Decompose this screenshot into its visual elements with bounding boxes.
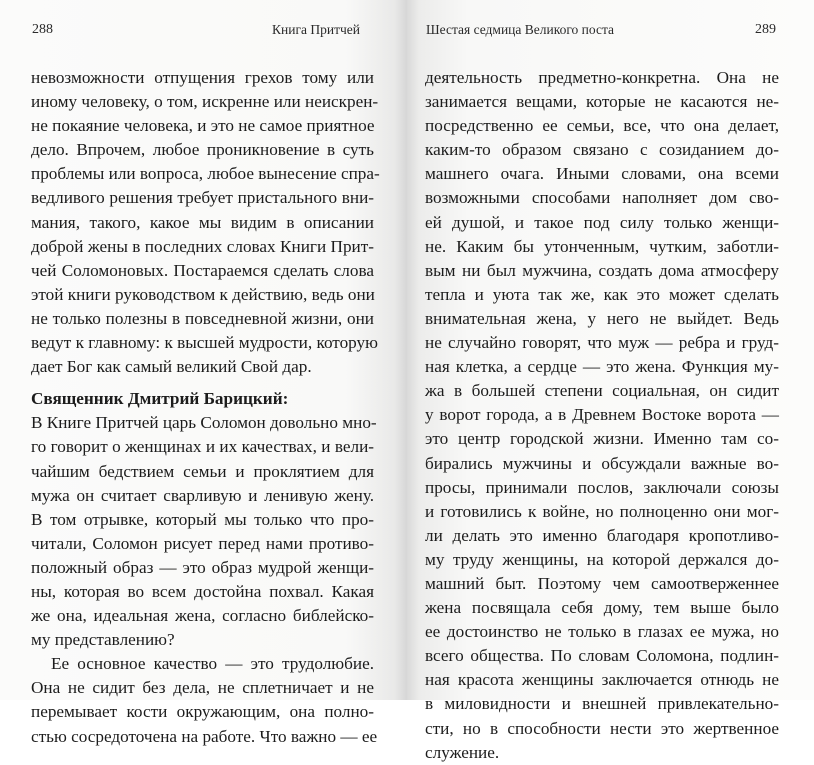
text-line: положный образ — это образ мудрой женщи-	[31, 557, 374, 577]
text-line: ее достоинство не только в глазах ее мужа, но	[425, 622, 779, 642]
text-line: му представлению?	[31, 630, 175, 650]
text-line: всего общества. По словам Соломона, подлин-	[425, 646, 779, 666]
text-line: сти, но в способности нести это жертвенное	[425, 718, 779, 738]
text-line: ны, которая во всем достойна похвал. Какая	[31, 581, 374, 601]
text-line: не случайно говорят, что муж — ребра и груд-	[425, 333, 779, 353]
text-line: В том отрывке, который мы только что про-	[31, 509, 374, 529]
text-line: в миловидности и внешней привлекательно-	[425, 694, 779, 714]
text-line: невозможности отпущения грехов тому или	[31, 68, 374, 87]
right-page-number: 289	[755, 22, 776, 37]
left-page-number: 288	[32, 22, 53, 37]
text-line: доброй жены в последних словах Книги Прит-	[31, 236, 374, 256]
right-page	[407, 0, 814, 762]
text-line: чайшим бедствием семьи и проклятием для	[31, 461, 374, 481]
text-line: и готовились к войне, но полноценно они мог-	[425, 501, 779, 521]
text-line: каким-то образом связано с созиданием до-	[425, 140, 779, 160]
text-line: служение.	[425, 742, 500, 762]
text-line: машний быт. Поэтому чем самоотверженнее	[425, 573, 779, 593]
text-line: занимается вещами, которые не касаются не-	[425, 92, 779, 112]
text-line: ей душой, и такое под силу только женщи-	[425, 212, 779, 232]
text-line: не покаяние человека, и это не самое приятное	[31, 116, 375, 136]
text-line: же она, идеальная жена, согласно библейско-	[31, 606, 374, 626]
text-line: машнего очага. Иными словами, она всеми	[425, 164, 779, 184]
text-line: вым ни был мужчина, создать дома атмосферу	[425, 260, 779, 280]
text-line: ведут к главному: к высшей мудрости, которую	[31, 333, 378, 353]
text-line: иному человеку, о том, искренне или неискрен-	[31, 92, 379, 112]
text-line: го говорит о женщинах и их качествах, и вели-	[31, 437, 374, 457]
text-line: мания, такого, какое мы видим в описании	[31, 212, 374, 232]
speaker-heading: Священник Дмитрий Барицкий:	[31, 389, 289, 409]
text-line: Она не сидит без дела, не сплетничает и не	[31, 678, 374, 698]
text-line: тепла и уюта так же, как это может сделать	[425, 284, 779, 304]
text-line: внимательная жена, у него не выйдет. Ведь	[425, 308, 779, 328]
text-line: му труду женщины, на которой держался до-	[425, 549, 779, 569]
text-line: возможными способами наполняет дом сво-	[425, 188, 779, 208]
text-line: бирались мужчины и обсуждали важные во-	[425, 453, 779, 473]
left-page-text	[31, 66, 380, 749]
text-line: ная красота женщины заключается отнюдь не	[425, 670, 779, 690]
left-running-head: Книга Притчей	[272, 22, 360, 37]
text-line: ли делать это именно благодаря кропотливо-	[425, 525, 779, 545]
text-line: деятельность предметно-конкретна. Она не	[425, 68, 779, 87]
text-line: В Книге Притчей царь Соломон довольно мно-	[31, 413, 377, 433]
text-line: жа в большей степени социальная, он сидит	[425, 381, 779, 401]
text-line: перемывает кости окружающим, она полно-	[31, 702, 374, 722]
text-line: Ее основное качество — это трудолюбие.	[51, 654, 374, 674]
text-line: посредственно ее семьи, все, что она делает,	[425, 116, 779, 136]
text-line: стью сосредоточена на работе. Что важно — ее	[31, 726, 378, 746]
text-line: проблемы или вопроса, любое вынесение спра-	[31, 164, 380, 184]
right-page-text	[425, 66, 779, 765]
text-line: чей Соломоновых. Постараемся сделать слова	[31, 260, 374, 280]
text-line: не. Каким бы утонченным, чутким, заботли-	[425, 236, 779, 256]
text-line: жена посвящала себя дому, тем выше было	[425, 598, 779, 618]
text-line: этой книги руководством к действию, ведь они	[31, 284, 375, 304]
text-line: дает Бог как самый великий Свой дар.	[31, 357, 312, 377]
text-line: просы, принимали послов, заключали союзы	[425, 477, 779, 497]
text-line: мужа он считает сварливую и ленивую жену.	[31, 485, 374, 505]
text-line: это центр городской жизни. Именно там со-	[425, 429, 779, 449]
text-line: ная клетка, а сердце — это жена. Функция му-	[425, 357, 779, 377]
left-page	[0, 0, 407, 746]
text-line: ведливого решения требует пристального вни-	[31, 188, 374, 208]
text-line: читали, Соломон рисует перед нами противо-	[31, 533, 374, 553]
text-line: не только полезны в повседневной жизни, они	[31, 308, 374, 328]
text-line: у ворот города, а в Древнем Востоке ворота —	[425, 405, 779, 425]
right-running-head: Шестая седмица Великого поста	[426, 22, 615, 37]
text-line: дело. Впрочем, любое проникновение в суть	[31, 140, 374, 160]
